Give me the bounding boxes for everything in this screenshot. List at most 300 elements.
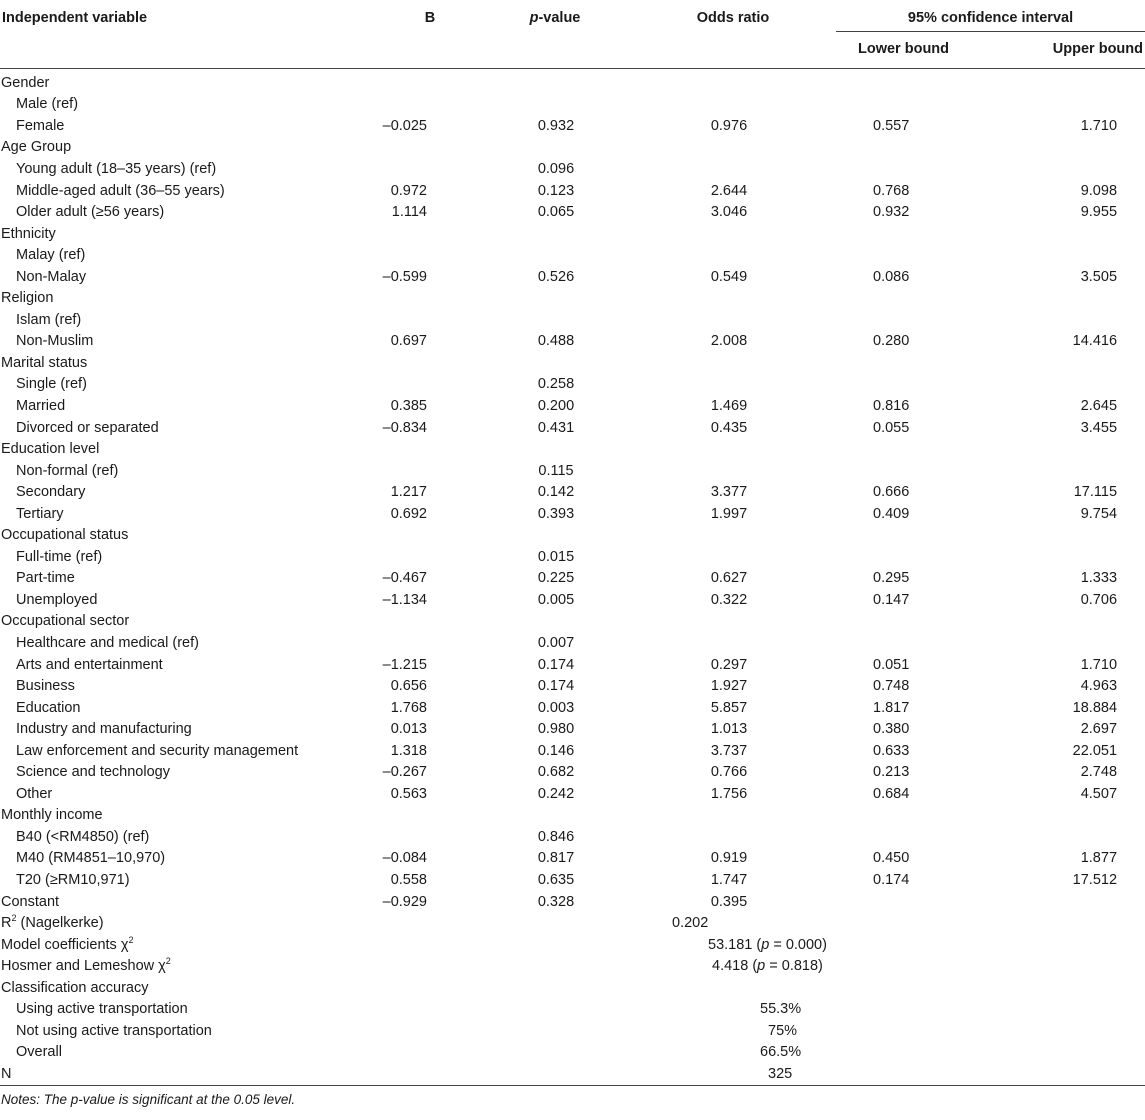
lower-bound-value [836, 611, 996, 633]
upper-bound-value [996, 353, 1145, 375]
upper-bound-value [996, 288, 1145, 310]
b-value [380, 353, 480, 375]
p-value [480, 223, 630, 245]
upper-bound-value: 3.505 [1080, 268, 1118, 285]
odds-ratio-value [630, 547, 836, 569]
p-value: 0.488 [537, 333, 575, 350]
p-value [480, 68, 630, 94]
row-label: Marital status [1, 354, 88, 371]
lower-bound-value: 0.147 [873, 591, 910, 608]
p-value [480, 288, 630, 310]
table-row [0, 266, 1145, 288]
b-value [380, 288, 480, 310]
odds-ratio-value: 1.747 [710, 872, 748, 888]
table-row [0, 740, 1145, 762]
upper-bound-value [996, 633, 1145, 655]
accuracy-using-value: 55.3% [760, 1001, 802, 1018]
table-row [0, 482, 1145, 504]
upper-bound-value [996, 611, 1145, 633]
upper-bound-value [996, 137, 1145, 159]
b-value [380, 223, 480, 245]
odds-ratio-value [630, 439, 836, 461]
p-value [480, 439, 630, 461]
hl-label: Hosmer and Lemeshow $\chi^2$ [1, 956, 171, 975]
upper-bound-value [996, 460, 1145, 482]
upper-bound-value [996, 525, 1145, 547]
p-value: 0.932 [537, 117, 575, 134]
b-value [380, 374, 480, 396]
odds-ratio-value [630, 223, 836, 245]
lower-bound-value: 0.409 [873, 505, 910, 522]
b-value: 0.558 [390, 872, 427, 888]
model-row-r2 [0, 913, 1145, 935]
lower-bound-value: 0.633 [873, 742, 910, 759]
row-label: T20 (≥RM10,971) [16, 872, 130, 888]
b-value [380, 525, 480, 547]
upper-bound-value: 2.645 [1080, 397, 1118, 414]
table-row [0, 417, 1145, 439]
lower-bound-value: 0.380 [873, 721, 910, 738]
odds-ratio-value [630, 374, 836, 396]
row-label: Religion [1, 290, 54, 307]
accuracy-not-label: Not using active transportation [16, 1022, 212, 1039]
model-summary [0, 913, 1145, 1086]
b-value: –0.025 [382, 117, 427, 134]
table-row [0, 633, 1145, 655]
chi-label: Model coefficients $\chi^2$ [1, 934, 134, 953]
upper-bound-value [996, 245, 1145, 267]
lower-bound-value [836, 245, 996, 267]
upper-bound-value [996, 159, 1145, 181]
model-row-accuracy-not [0, 1021, 1145, 1043]
odds-ratio-value: 0.435 [710, 419, 748, 436]
row-label: Other [16, 785, 53, 802]
odds-ratio-value: 1.997 [710, 505, 748, 522]
upper-bound-value: 4.507 [1080, 785, 1118, 802]
table-row [0, 310, 1145, 332]
table-row [0, 568, 1145, 590]
lower-bound-value [836, 159, 996, 181]
p-value: 0.393 [537, 505, 575, 522]
p-value [480, 310, 630, 332]
table-header [0, 0, 1145, 68]
table-row [0, 891, 1145, 913]
odds-ratio-value: 2.644 [710, 182, 748, 199]
row-label: Older adult (≥56 years) [16, 204, 165, 221]
lower-bound-value: 0.684 [873, 785, 910, 802]
table-row [0, 288, 1145, 310]
row-label: Occupational sector [1, 613, 130, 630]
odds-ratio-value: 3.046 [710, 204, 748, 221]
model-row-accuracy-overall [0, 1042, 1145, 1064]
lower-bound-value: 0.748 [873, 678, 910, 695]
odds-ratio-value [630, 611, 836, 633]
p-value: 0.065 [537, 204, 575, 221]
odds-ratio-value [630, 525, 836, 547]
table-row [0, 827, 1145, 849]
table-row [0, 784, 1145, 806]
p-value: 0.174 [537, 656, 575, 673]
b-value: 1.318 [390, 742, 427, 759]
table-row [0, 460, 1145, 482]
lower-bound-value [836, 353, 996, 375]
p-value: 0.123 [537, 182, 575, 199]
row-label: M40 (RM4851–10,970) [16, 850, 166, 867]
row-label: Education level [1, 441, 100, 458]
b-value: 0.972 [390, 182, 427, 199]
upper-bound-value [996, 547, 1145, 569]
odds-ratio-value: 2.008 [710, 333, 748, 350]
b-value: 1.114 [391, 204, 427, 221]
p-value: 0.174 [537, 678, 575, 695]
p-value: 0.526 [537, 268, 575, 285]
lower-bound-value: 0.280 [873, 333, 910, 350]
odds-ratio-value [630, 827, 836, 849]
table-row [0, 68, 1145, 94]
p-value: 0.846 [537, 828, 575, 845]
b-value [380, 159, 480, 181]
n-label: N [0, 1064, 380, 1086]
table-body [0, 68, 1145, 913]
odds-ratio-value: 0.627 [710, 570, 748, 587]
p-value: 0.635 [537, 872, 575, 888]
row-label: Ethnicity [1, 225, 56, 242]
header-p-value [480, 0, 630, 68]
row-label: Single (ref) [16, 376, 87, 393]
row-label: Non-formal (ref) [16, 462, 119, 479]
upper-bound-value: 17.115 [1073, 484, 1118, 501]
p-value: 0.258 [537, 376, 575, 393]
table-row [0, 374, 1145, 396]
lower-bound-value [836, 374, 996, 396]
model-row-n [0, 1064, 1145, 1086]
table-row [0, 503, 1145, 525]
row-label: Constant [1, 893, 60, 910]
model-row-chi [0, 934, 1145, 956]
odds-ratio-value: 0.919 [710, 850, 748, 867]
b-value: 1.217 [390, 484, 427, 501]
odds-ratio-value: 0.976 [710, 117, 748, 134]
b-value: –0.929 [382, 893, 427, 910]
lower-bound-value: 1.817 [873, 699, 910, 716]
lower-bound-value [836, 633, 996, 655]
row-label: Islam (ref) [16, 311, 82, 328]
p-value: 0.817 [537, 850, 575, 867]
row-label: Non-Malay [16, 268, 87, 285]
table-row [0, 353, 1145, 375]
odds-ratio-value: 0.322 [710, 591, 748, 608]
b-value [380, 439, 480, 461]
upper-bound-value: 18.884 [1072, 699, 1118, 716]
row-label: Unemployed [16, 591, 98, 608]
upper-bound-value: 9.098 [1080, 182, 1118, 199]
p-value: 0.682 [537, 764, 575, 781]
b-value: –0.467 [382, 570, 427, 587]
p-value [480, 611, 630, 633]
upper-bound-value: 14.416 [1072, 333, 1118, 350]
b-value [380, 460, 480, 482]
lower-bound-value [836, 68, 996, 94]
p-value [480, 805, 630, 827]
header-lower-bound: Lower bound [836, 31, 996, 68]
table-row [0, 137, 1145, 159]
upper-bound-value [996, 310, 1145, 332]
table-row [0, 525, 1145, 547]
accuracy-overall-label: Overall [16, 1044, 62, 1061]
row-label: B40 (<RM4850) (ref) [16, 828, 150, 845]
lower-bound-value: 0.055 [873, 419, 910, 436]
table-row [0, 697, 1145, 719]
table-row [0, 762, 1145, 784]
row-label: Law enforcement and security management [16, 742, 299, 759]
row-label: Arts and entertainment [16, 656, 163, 673]
p-value: 0.225 [537, 570, 575, 587]
table-row [0, 245, 1145, 267]
table-row [0, 439, 1145, 461]
b-value: 0.563 [390, 785, 427, 802]
row-label: Middle-aged adult (36–55 years) [16, 182, 225, 199]
odds-ratio-value [630, 460, 836, 482]
lower-bound-value [836, 137, 996, 159]
hl-value: 4.418 (p = 0.818) [712, 958, 823, 975]
p-value: 0.005 [537, 591, 575, 608]
table-row [0, 590, 1145, 612]
row-label: Education [16, 699, 81, 716]
odds-ratio-value: 0.395 [710, 893, 748, 910]
odds-ratio-value [630, 805, 836, 827]
odds-ratio-value [630, 159, 836, 181]
odds-ratio-value: 3.377 [710, 484, 748, 501]
b-value [380, 633, 480, 655]
lower-bound-value [836, 439, 996, 461]
upper-bound-value [996, 891, 1145, 913]
b-value: –0.267 [382, 764, 427, 781]
table-row [0, 654, 1145, 676]
header-odds-ratio: Odds ratio [630, 0, 836, 68]
odds-ratio-value [630, 68, 836, 94]
upper-bound-value [996, 805, 1145, 827]
table-row [0, 848, 1145, 870]
b-value: 0.013 [390, 721, 427, 738]
upper-bound-value: 1.877 [1080, 850, 1118, 867]
b-value: –0.599 [382, 268, 427, 285]
lower-bound-value: 0.174 [873, 872, 910, 888]
p-value: 0.328 [537, 893, 575, 910]
upper-bound-value: 17.512 [1072, 872, 1118, 888]
p-value: 0.200 [537, 397, 575, 414]
odds-ratio-value: 3.737 [710, 742, 748, 759]
upper-bound-value: 2.748 [1080, 764, 1118, 781]
lower-bound-value [836, 525, 996, 547]
header-p-italic: p [529, 10, 539, 26]
odds-ratio-value [630, 137, 836, 159]
upper-bound-value: 9.955 [1080, 204, 1118, 221]
row-label: Young adult (18–35 years) (ref) [16, 160, 217, 177]
lower-bound-value [836, 547, 996, 569]
row-label: Married [16, 397, 66, 414]
row-label: Science and technology [16, 764, 170, 781]
lower-bound-value: 0.295 [873, 570, 910, 587]
table-row [0, 870, 1145, 892]
upper-bound-value [996, 374, 1145, 396]
row-label: Female [16, 117, 65, 134]
p-value: 0.431 [537, 419, 575, 436]
row-label: Tertiary [16, 505, 64, 522]
p-value: 0.242 [537, 785, 575, 802]
lower-bound-value: 0.666 [873, 484, 910, 501]
odds-ratio-value: 0.549 [710, 268, 748, 285]
table-row [0, 547, 1145, 569]
p-value: 0.007 [537, 634, 575, 651]
upper-bound-value: 9.754 [1080, 505, 1118, 522]
p-value: 0.142 [537, 484, 575, 501]
b-value [380, 547, 480, 569]
upper-bound-value [996, 223, 1145, 245]
table-row [0, 94, 1145, 116]
upper-bound-value: 22.051 [1072, 742, 1118, 759]
row-label: Divorced or separated [16, 419, 159, 436]
b-value: 0.385 [390, 397, 427, 414]
row-label: Part-time [16, 570, 75, 587]
upper-bound-value: 1.333 [1080, 570, 1118, 587]
b-value [380, 94, 480, 116]
row-label: Gender [1, 74, 50, 91]
table-row [0, 159, 1145, 181]
lower-bound-value [836, 891, 996, 913]
b-value [380, 827, 480, 849]
accuracy-overall-value: 66.5% [760, 1044, 802, 1061]
p-value [480, 353, 630, 375]
b-value [380, 68, 480, 94]
chi-value: 53.181 (p = 0.000) [708, 936, 827, 953]
b-value: 1.768 [390, 699, 427, 716]
n-value: 325 [630, 1064, 996, 1086]
lower-bound-value [836, 310, 996, 332]
header-independent-variable: Independent variable [0, 0, 380, 68]
table-row [0, 611, 1145, 633]
p-value: 0.003 [537, 699, 575, 716]
row-label: Business [16, 678, 75, 695]
p-value: 0.115 [538, 462, 574, 479]
upper-bound-value: 2.697 [1080, 721, 1118, 738]
model-row-hl [0, 956, 1145, 978]
row-label: Monthly income [1, 807, 103, 824]
upper-bound-value: 1.710 [1080, 656, 1118, 673]
accuracy-not-value: 75% [768, 1022, 798, 1039]
row-label: Secondary [16, 484, 86, 501]
upper-bound-value [996, 439, 1145, 461]
b-value: 0.692 [390, 505, 427, 522]
odds-ratio-value [630, 310, 836, 332]
model-row-accuracy [0, 977, 1145, 999]
lower-bound-value [836, 288, 996, 310]
table-row [0, 116, 1145, 138]
upper-bound-value [996, 827, 1145, 849]
b-value: –1.215 [382, 656, 427, 673]
odds-ratio-value [630, 288, 836, 310]
odds-ratio-value [630, 245, 836, 267]
b-value: 0.697 [390, 333, 427, 350]
b-value [380, 310, 480, 332]
table-row [0, 202, 1145, 224]
upper-bound-value: 3.455 [1080, 419, 1118, 436]
odds-ratio-value [630, 94, 836, 116]
lower-bound-value: 0.932 [873, 204, 910, 221]
odds-ratio-value: 1.756 [710, 785, 748, 802]
p-value [480, 137, 630, 159]
b-value: –0.834 [382, 419, 427, 436]
odds-ratio-value [630, 633, 836, 655]
odds-ratio-value: 5.857 [710, 699, 748, 716]
lower-bound-value: 0.557 [873, 117, 910, 134]
lower-bound-value [836, 827, 996, 849]
upper-bound-value: 4.963 [1080, 678, 1118, 695]
odds-ratio-value: 1.013 [710, 721, 748, 738]
row-label: Age Group [1, 139, 72, 156]
odds-ratio-value: 1.469 [710, 397, 748, 414]
table-row [0, 331, 1145, 353]
b-value [380, 611, 480, 633]
p-value: 0.980 [537, 721, 575, 738]
lower-bound-value [836, 805, 996, 827]
odds-ratio-value: 0.297 [710, 656, 748, 673]
odds-ratio-value: 0.766 [710, 764, 748, 781]
lower-bound-value [836, 223, 996, 245]
lower-bound-value: 0.213 [873, 764, 910, 781]
row-label: Non-Muslim [16, 333, 94, 350]
header-upper-bound: Upper bound [996, 31, 1145, 68]
accuracy-label: Classification accuracy [1, 979, 149, 996]
row-label: Male (ref) [16, 96, 79, 113]
p-value: 0.146 [537, 742, 575, 759]
table-row [0, 719, 1145, 741]
table-note: Notes: The p-value is significant at the 0.05 level. [1, 1092, 296, 1108]
model-row-accuracy-using [0, 999, 1145, 1021]
b-value [380, 137, 480, 159]
r2-label: $R^2$ (Nagelkerke) [1, 913, 104, 932]
lower-bound-value [836, 94, 996, 116]
row-label: Malay (ref) [16, 247, 86, 264]
header-confidence-interval: 95% confidence interval [836, 0, 1145, 31]
b-value: –1.134 [382, 591, 427, 608]
table-row [0, 676, 1145, 698]
header-b: B [380, 0, 480, 68]
p-value [480, 94, 630, 116]
table-row [0, 223, 1145, 245]
header-p-rest: -value [538, 10, 581, 26]
row-label: Industry and manufacturing [16, 721, 192, 738]
lower-bound-value: 0.086 [873, 268, 910, 285]
lower-bound-value: 0.450 [873, 850, 910, 867]
table-row [0, 805, 1145, 827]
row-label: Full-time (ref) [16, 548, 103, 565]
p-value [480, 245, 630, 267]
r2-value: 0.202 [672, 915, 709, 932]
b-value: –0.084 [382, 850, 427, 867]
p-value [480, 525, 630, 547]
upper-bound-value: 1.710 [1080, 117, 1118, 134]
p-value: 0.015 [537, 548, 575, 565]
odds-ratio-value [630, 353, 836, 375]
upper-bound-value [996, 94, 1145, 116]
accuracy-using-label: Using active transportation [16, 1001, 188, 1018]
odds-ratio-value: 1.927 [710, 678, 748, 695]
upper-bound-value: 0.706 [1080, 591, 1118, 608]
table-row [0, 396, 1145, 418]
upper-bound-value [996, 68, 1145, 94]
lower-bound-value [836, 460, 996, 482]
row-label: Occupational status [1, 527, 129, 544]
